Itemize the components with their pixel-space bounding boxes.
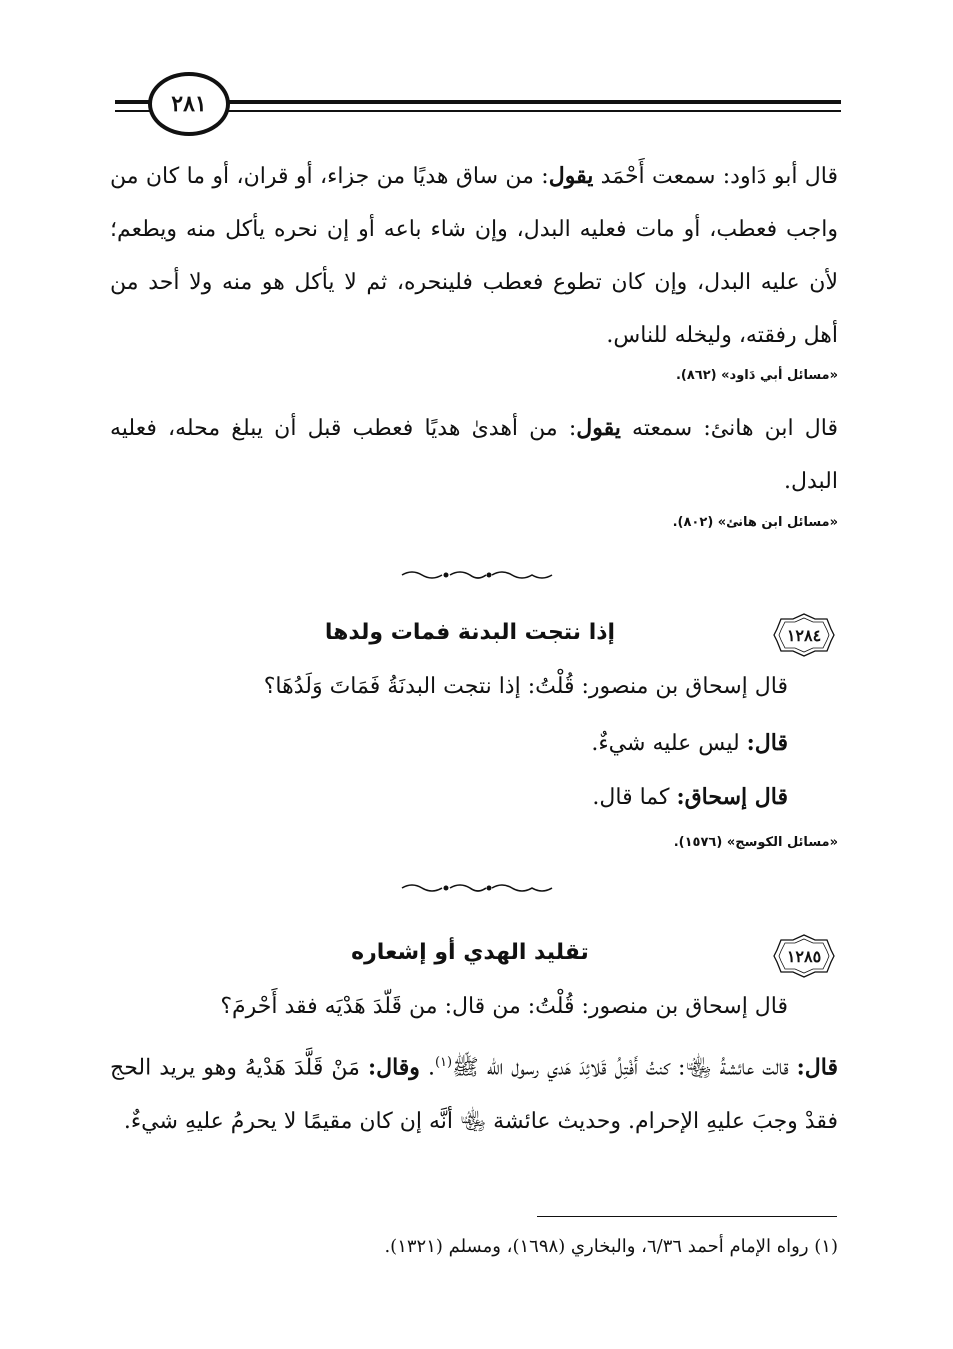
- paragraph-ibn-hani: [110, 402, 838, 508]
- answer-paragraph: [110, 1036, 838, 1149]
- section-number: ١٢٨٥: [786, 946, 822, 966]
- ishaq-text: كما قال.: [592, 785, 677, 810]
- answer-label: قال:: [796, 1054, 838, 1081]
- section-number-badge: [773, 934, 835, 978]
- section-title: تقليد الهدي أو إشعاره: [351, 940, 589, 965]
- continuation-text: مَنْ قَلَّدَ هَدْيهُ وهو يريد الحج فقدْ وجبَ عليهِ الإحرام. وحديث عائشة ﵄ أنَّه إن كان مقيمًا لا يحرمُ عليهِ شيءٌ.: [110, 1055, 838, 1135]
- source-citation: «مسائل أبي دَاود» (٨٦٢).: [675, 368, 838, 383]
- question-line: قال إسحاق بن منصور: قُلْتُ: من قال: من قَلّدَ هَدْيَه فقد أَحْرمَ؟: [220, 994, 788, 1019]
- section-number-badge: [773, 613, 835, 657]
- footnote-rule: [537, 1216, 837, 1217]
- ishaq-line: [592, 784, 788, 810]
- paragraph-body: : من ساق هديًا من جزاء، أو قران، أو ما كان من واجب فعطب، أو مات فعليه البدل، وإن شاء باعه أو إن نحره يأكل منه ويطعم؛ لأن عليه البدل، وإن كان تطوع فعطب فلينحره، ثم لا يأكل هو منه ولا أحد من أهل رفقته، وليخله للناس.: [110, 164, 838, 348]
- ishaq-label: قال إسحاق:: [676, 784, 788, 810]
- answer-end: .: [427, 1055, 435, 1081]
- paragraph-keyword: يقول: [548, 163, 594, 189]
- paragraph-body: : من أهدىٰ هديًا فعطب قبل أن يبلغ محله، فعليه البدل.: [110, 416, 838, 494]
- paragraph-keyword: يقول: [576, 415, 621, 441]
- question-line: قال إسحاق بن منصور: قُلْتُ: إذا نتجت البدنَةُ فَمَاتَ وَلَدُهَا؟: [263, 674, 788, 699]
- paragraph-lead: قال ابن هانئ: سمعته: [620, 416, 839, 441]
- footnote-ref[interactable]: (١): [434, 1055, 453, 1070]
- answer-line: [591, 730, 788, 756]
- ornament-separator-icon: [400, 569, 555, 581]
- answer-label: قال:: [746, 730, 788, 756]
- answer-text: قالت عائشةُ ﵄: كنتُ أَفْتِلُ قَلائِدَ هَدي رسول الله ﷺ: [452, 1055, 797, 1081]
- section-title: إذا نتجت البدنة فمات ولدها: [324, 620, 616, 645]
- answer-text: ليس عليه شيءٌ.: [591, 731, 747, 756]
- footnote: (١) رواه الإمام أحمد ٦/٣٦، والبخاري (١٦٩٨)، ومسلم (١٣٢١).: [384, 1236, 838, 1257]
- ornament-separator-icon: [400, 882, 555, 894]
- paragraph-lead: قال أبو دَاود: سمعت أَحْمَد: [593, 164, 838, 189]
- paragraph-abu-dawud: [110, 150, 838, 362]
- source-citation: «مسائل ابن هانئ» (٨٠٢).: [672, 515, 838, 530]
- source-citation: «مسائل الكوسج» (١٥٧٦).: [673, 835, 838, 850]
- continuation-label: وقال:: [367, 1054, 420, 1081]
- section-number: ١٢٨٤: [786, 625, 822, 645]
- page-number: ٢٨١: [148, 72, 230, 136]
